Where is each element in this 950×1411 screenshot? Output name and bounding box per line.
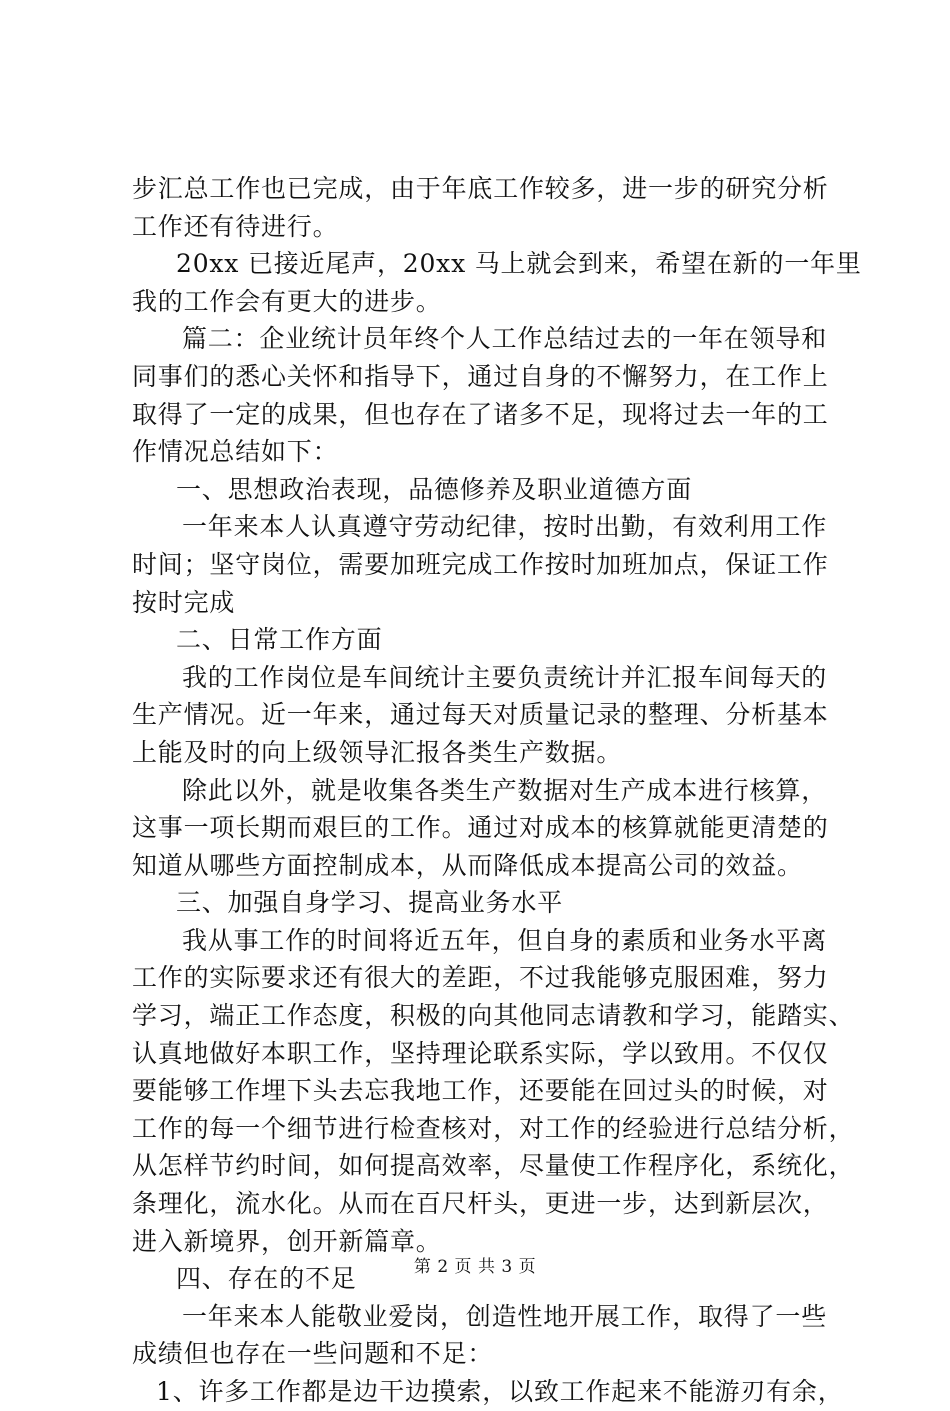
list-item: 1、许多工作都是边干边摸索，以致工作起来不能游刃有余， (156, 1377, 844, 1406)
text-line: 工作的实际要求还有很大的差距，不过我能够克服困难，努力 (132, 963, 829, 993)
page-footer: 第 2 页 共 3 页 (413, 1257, 537, 1277)
text-line: 要能够工作埋下头去忘我地工作，还要能在回过头的时候，对 (132, 1076, 829, 1106)
text-line: 一年来本人能敬业爱岗，创造性地开展工作，取得了一些 (182, 1301, 828, 1331)
text-line: 学习，端正工作态度，积极的向其他同志请教和学习，能踏实、 (132, 1001, 855, 1031)
text-line: 我的工作会有更大的进步。 (132, 286, 442, 316)
section-heading: 篇二：企业统计员年终个人工作总结过去的一年在领导和 (182, 324, 828, 354)
text-line: 20xx 已接近尾声，20xx 马上就会到来，希望在新的一年里 (176, 249, 862, 279)
text-line: 我的工作岗位是车间统计主要负责统计并汇报车间每天的 (182, 662, 828, 692)
text-line: 按时完成 (132, 587, 236, 617)
text-line: 从怎样节约时间，如何提高效率，尽量使工作程序化，系统化， (132, 1151, 855, 1181)
text-line: 条理化，流水化。从而在百尺杆头，更进一步，达到新层次， (132, 1189, 829, 1219)
text-line: 作情况总结如下： (132, 437, 339, 467)
text-line: 同事们的悉心关怀和指导下，通过自身的不懈努力，在工作上 (132, 361, 829, 391)
text-line: 成绩但也存在一些问题和不足： (132, 1339, 494, 1369)
section-heading: 四、存在的不足 (176, 1264, 357, 1294)
text-line: 认真地做好本职工作，坚持理论联系实际，学以致用。不仅仅 (132, 1038, 829, 1068)
section-heading: 一、思想政治表现，品德修养及职业道德方面 (176, 474, 693, 504)
document-body (132, 170, 862, 1411)
text-line: 取得了一定的成果，但也存在了诸多不足，现将过去一年的工 (132, 399, 829, 429)
section-heading: 三、加强自身学习、提高业务水平 (176, 888, 564, 918)
text-line: 这事一项长期而艰巨的工作。通过对成本的核算就能更清楚的 (132, 813, 829, 843)
text-line: 我从事工作的时间将近五年，但自身的素质和业务水平离 (182, 925, 828, 955)
text-line: 上能及时的向上级领导汇报各类生产数据。 (132, 737, 623, 767)
text-line: 工作的每一个细节进行检查核对，对工作的经验进行总结分析， (132, 1113, 855, 1143)
text-line: 进入新境界，创开新篇章。 (132, 1226, 442, 1256)
text-line: 步汇总工作也已完成，由于年底工作较多，进一步的研究分析 (132, 174, 829, 203)
text-line: 知道从哪些方面控制成本，从而降低成本提高公司的效益。 (132, 850, 803, 880)
text-line: 除此以外，就是收集各类生产数据对生产成本进行核算， (182, 775, 828, 805)
text-line: 一年来本人认真遵守劳动纪律，按时出勤，有效利用工作 (182, 512, 828, 542)
text-line: 生产情况。近一年来，通过每天对质量记录的整理、分析基本 (132, 700, 829, 730)
text-line: 工作还有待进行。 (132, 211, 339, 241)
text-line: 时间；坚守岗位，需要加班完成工作按时加班加点，保证工作 (132, 549, 829, 579)
section-heading: 二、日常工作方面 (176, 625, 383, 655)
